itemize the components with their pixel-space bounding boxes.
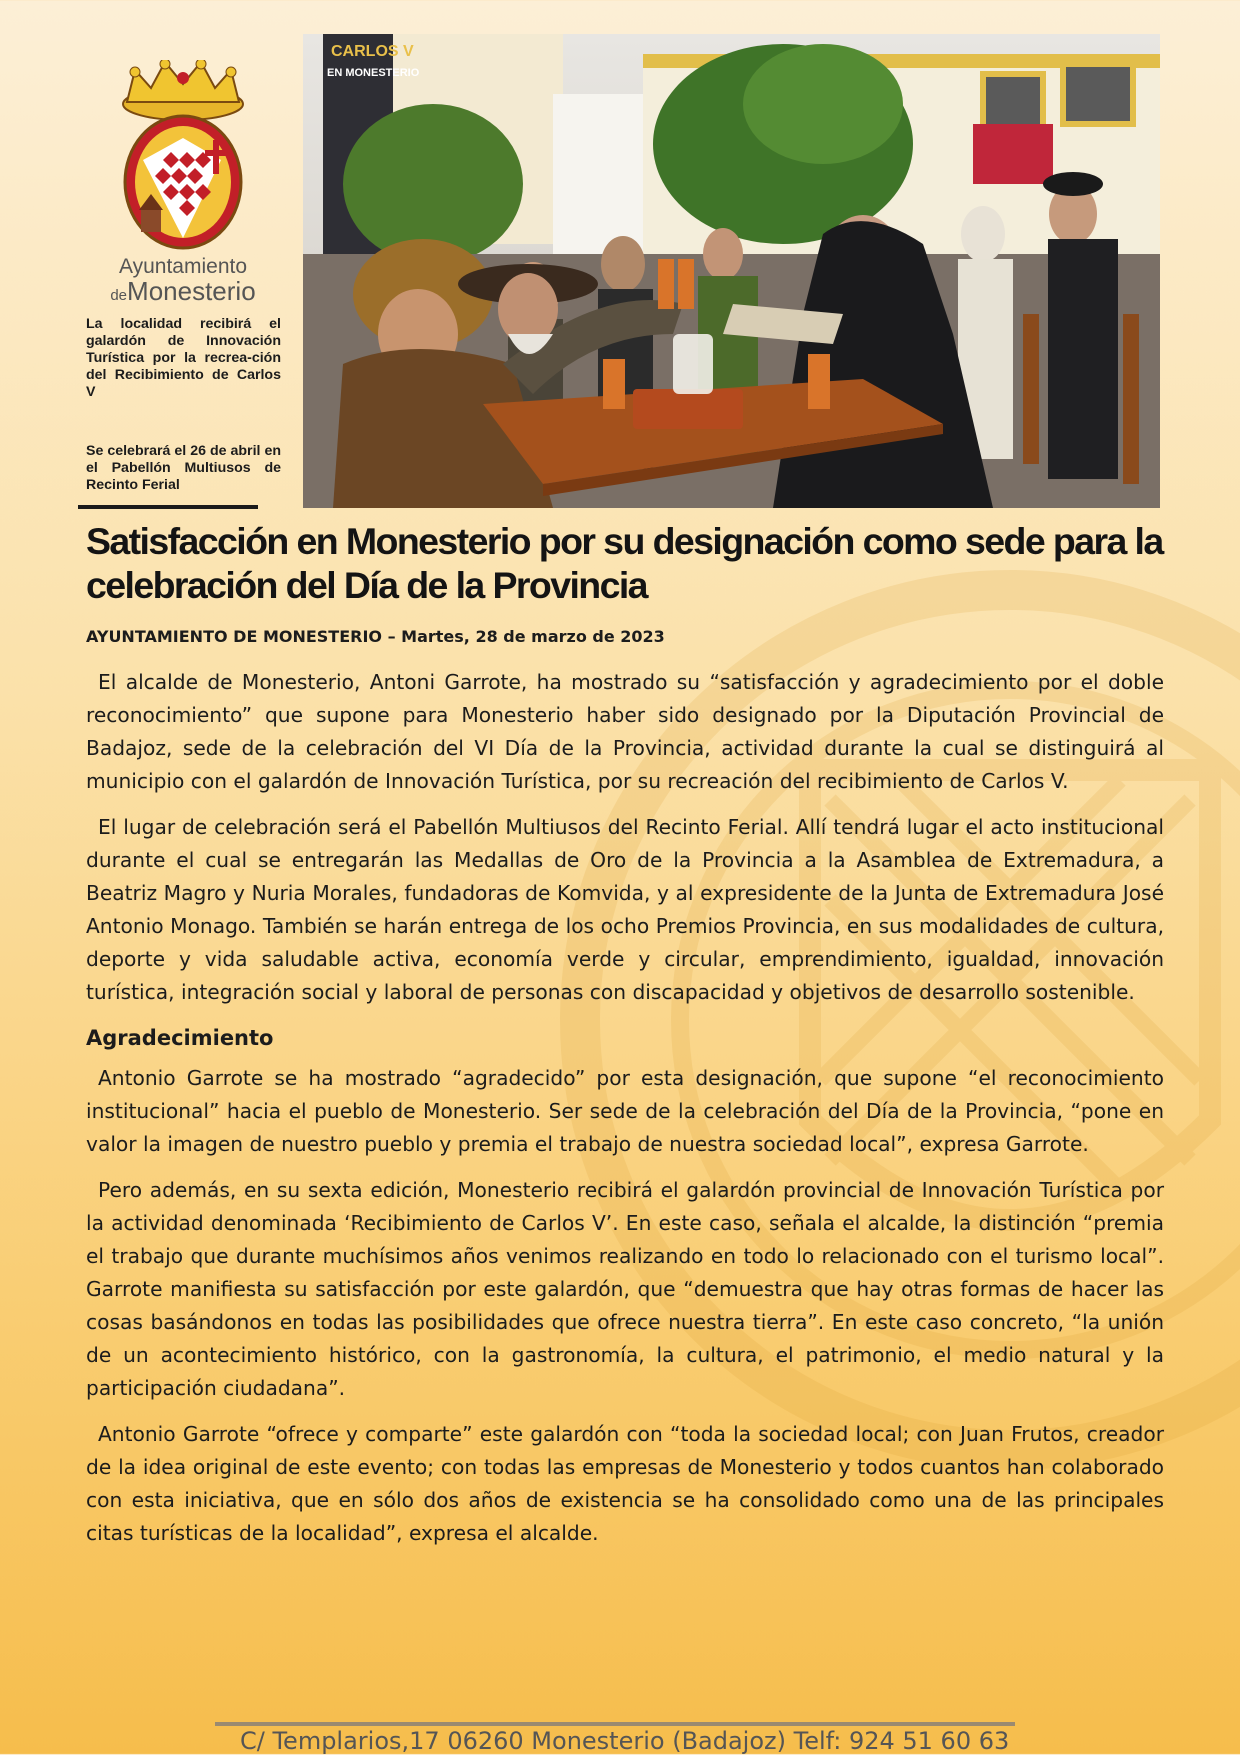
footer-divider [215,1722,1015,1726]
paragraph-5: Antonio Garrote “ofrece y comparte” este galardón con “toda la sociedad local; con Juan Frutos, creador de la idea original de este evento; con todas las empresas de Monesterio y todos cuantos han colaborado con esta iniciativa, que en sólo dos años de existencia se ha consolidado como una de las principales citas turísticas de la localidad”, expresa el alcalde. [86,1422,1164,1545]
footer-address: C/ Templarios,17 06260 Monesterio (Badajoz) Telf: 924 51 60 63 [240,1727,1010,1755]
organization-name-town: Monesterio [127,276,256,307]
article-body [86,666,1164,1563]
paragraph-3: Antonio Garrote se ha mostrado “agradecido” por esta designación, que supone “el reconocimiento institucional” hacia el pueblo de Monesterio. Ser sede de la celebración del Día de la Provincia, “pone en valor la imagen de nuestro pueblo y premia el trabajo de nuestra sociedad local”, expresa Garrote. [86,1066,1164,1156]
organization-name-line2 [78,278,288,305]
summary-award: La localidad recibirá el galardón de Innovación Turística por la recrea-ción del Recibimiento de Carlos V [86,316,281,400]
organization-name-prefix: de [110,287,128,305]
organization-logo [78,60,288,305]
banner-text-2: EN MONESTERIO [327,67,420,79]
article-headline: Satisfacción en Monesterio por su designación como sede para la celebración del Día de la Provincia [86,520,1163,606]
coat-of-arms-icon [113,60,253,250]
sidebar-divider [78,505,258,509]
event-photo [303,34,1160,508]
subheading-agradecimiento: Agradecimiento [86,1026,274,1050]
banner-text-1: CARLOS V [331,43,414,60]
paragraph-2: El lugar de celebración será el Pabellón Multiusos del Recinto Ferial. Allí tendrá lugar el acto institucional durante el cual se entregarán las Medallas de Oro de la Provincia a la Asamblea de Extremadura, a Beatriz Magro y Nuria Morales, fundadoras de Komvida, y al expresidente de la Junta de Extremadura José Antonio Monago. También se harán entrega de los ocho Premios Provincia, en sus modalidades de cultura, deporte y vida saludable activa, economía verde y circular, emprendimiento, igualdad, innovación turística, integración social y laboral de personas con discapacidad y objetivos de desarrollo sostenible. [86,815,1164,1004]
organization-name [78,256,288,305]
article-byline: AYUNTAMIENTO DE MONESTERIO – Martes, 28 de marzo de 2023 [86,627,665,646]
paragraph-4: Pero además, en su sexta edición, Monesterio recibirá el galardón provincial de Innovación Turística por la actividad denominada ‘Recibimiento de Carlos V’. En este caso, señala el alcalde, la distinción “premia el trabajo que durante muchísimos años venimos realizando en todo lo relacionado con el turismo local”. Garrote manifiesta su satisfacción por este galardón, que “demuestra que hay otras formas de hacer las cosas basándonos en todas las posibilidades que ofrece nuestra tierra”. En este caso concreto, “la unión de un acontecimiento histórico, con la gastronomía, la cultura, el patrimonio, el medio natural y la participación ciudadana”. [86,1178,1164,1400]
organization-name-line1: Ayuntamiento [118,255,248,278]
paragraph-1: El alcalde de Monesterio, Antoni Garrote, ha mostrado su “satisfacción y agradecimiento por el doble reconocimiento” que supone para Monesterio haber sido designado por la Diputación Provincial de Badajoz, sede de la celebración del VI Día de la Provincia, actividad durante la cual se distinguirá al municipio con el galardón de Innovación Turística, por su recreación del recibimiento de Carlos V. [86,670,1164,793]
summary-date-venue: Se celebrará el 26 de abril en el Pabellón Multiusos de Recinto Ferial [86,443,281,493]
